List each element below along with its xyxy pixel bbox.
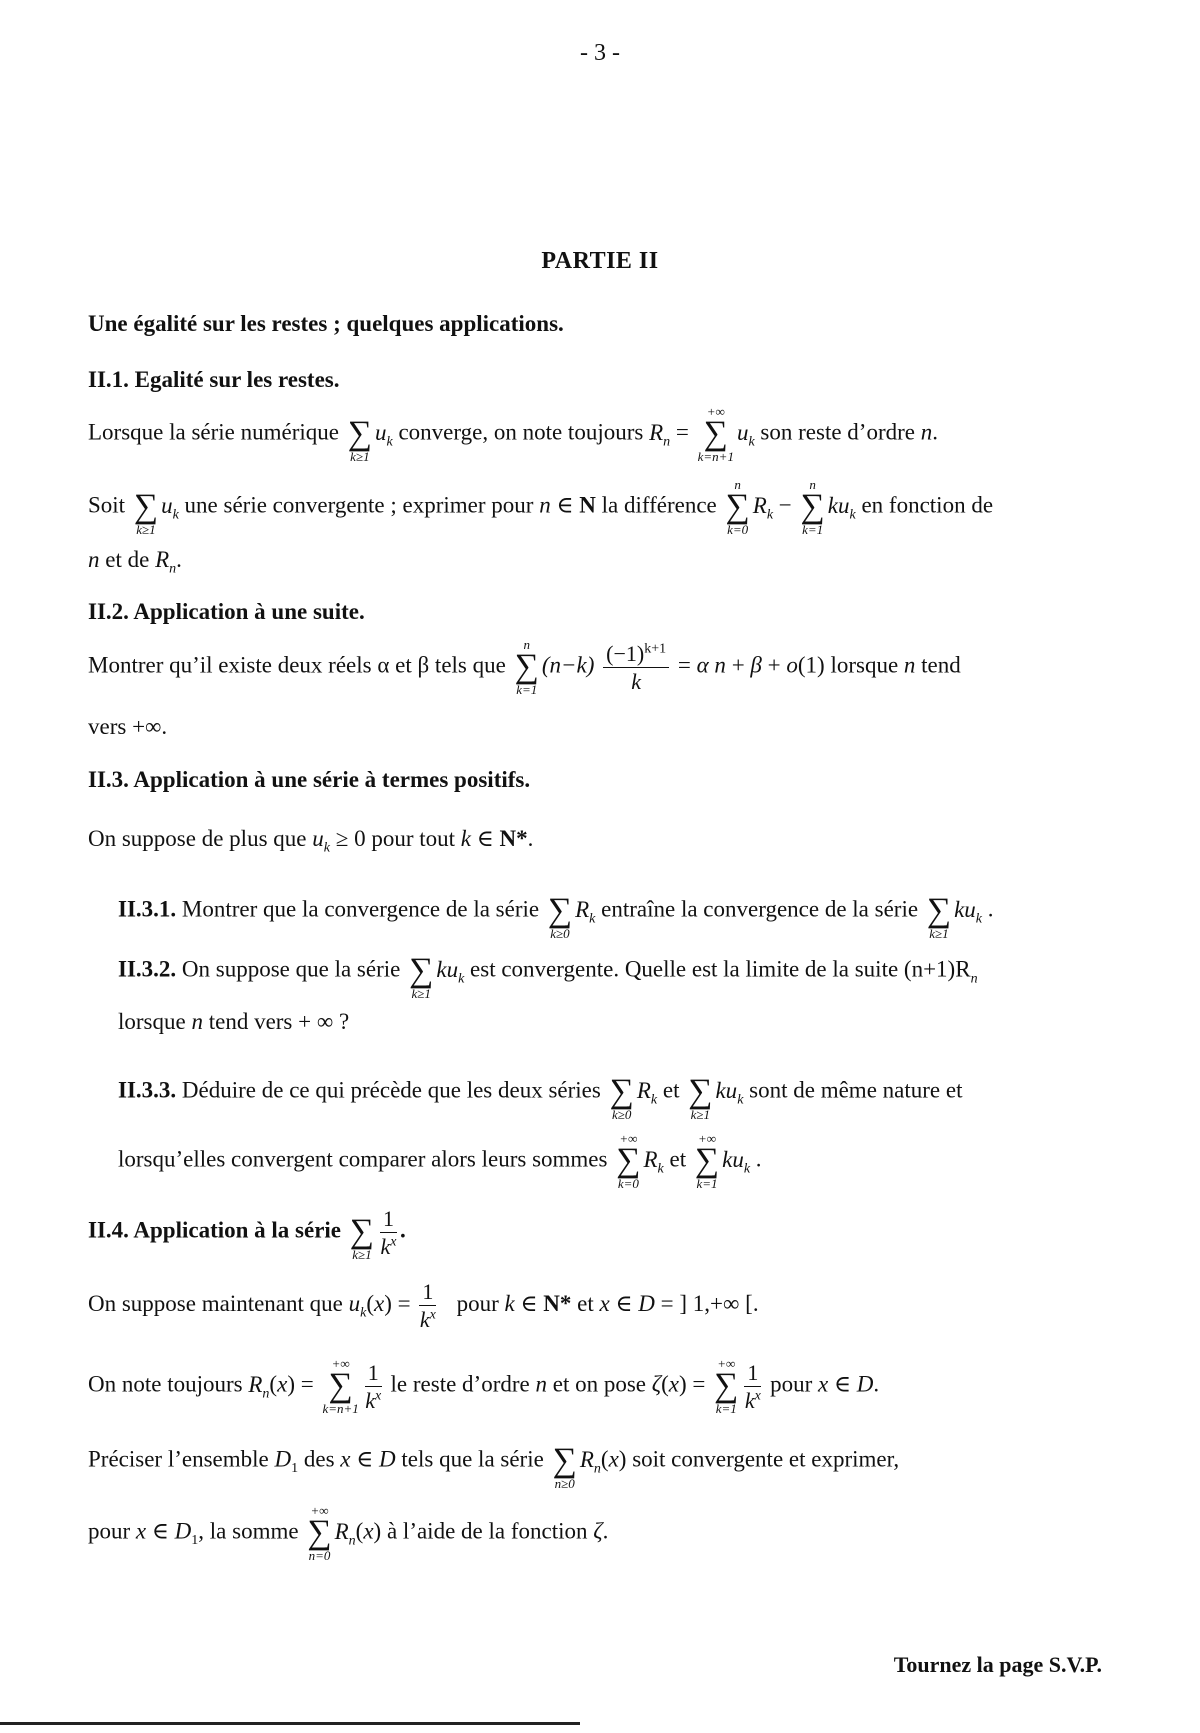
II1-paragraph-2: Soit ∑ k≥1 $u_k$ une série convergente ; exprimer pour n ∈ N la différence n ∑ k=0 $R_k$ − n ∑ k=1 $ku_k$ en fonction de	[88, 477, 994, 537]
partie-title: PARTIE II	[541, 248, 659, 274]
bottom-rule	[0, 1722, 580, 1725]
II1-paragraph-3: n et de $R_n$.	[88, 547, 182, 577]
footer-turn-page: Tournez la page S.V.P.	[893, 1652, 1102, 1677]
II4-paragraph-2: On note toujours $R_n(x)$ = +∞ ∑ k=n+1 $\frac{1}{k^x}$ le reste d’ordre n et on pose ζ(x) = +∞ ∑ k=1 $\frac{1}{k^x}$ pour x ∈ D.	[88, 1356, 880, 1416]
heading-II3: II.3. Application à une série à termes positifs.	[88, 767, 531, 792]
II4-paragraph-3: Préciser l’ensemble $D_1$ des x ∈ D tels que la série ∑ n≥0 $R_n(x)$ soit convergente et exprimer,	[88, 1442, 900, 1491]
question-II32-cont: lorsque n tend vers + ∞ ?	[118, 1009, 350, 1034]
heading-II1: II.1. Egalité sur les restes.	[88, 367, 340, 392]
II4-paragraph-4: pour x ∈ $D_1$, la somme +∞ ∑ n=0 $R_n(x)$ à l’aide de la fonction ζ.	[88, 1503, 609, 1563]
II4-paragraph-1: On suppose maintenant que $u_k(x)$ = $\frac{1}{k^x}$ pour k ∈ N* et x ∈ D = ] 1,+∞ [.	[88, 1279, 759, 1333]
heading-II2: II.2. Application à une suite.	[88, 599, 365, 624]
II3-intro: On suppose de plus que $u_k \ge 0$ pour tout k ∈ N*.	[88, 826, 534, 856]
II2-paragraph-1: Montrer qu’il existe deux réels α et β tels que n ∑ k=1 (n−k) $\frac{(-1)^{k+1}}{k}$ = α n + β + o(1) lorsque n tend	[88, 637, 961, 697]
question-II33-cont: lorsqu’elles convergent comparer alors leurs sommes +∞ ∑ k=0 $R_k$ et +∞ ∑ k=1 $ku_k$ .	[118, 1131, 762, 1191]
section-title: Une égalité sur les restes ; quelques applications.	[88, 311, 564, 336]
question-II33: II.3.3. Déduire de ce qui précède que les deux séries ∑ k≥0 $R_k$ et ∑ k≥1 $ku_k$ sont de même nature et	[118, 1073, 963, 1122]
II2-paragraph-2: vers +∞.	[88, 714, 168, 739]
question-II31: II.3.1. Montrer que la convergence de la série ∑ k≥0 $R_k$ entraîne la convergence de la série ∑ k≥1 $ku_k$ .	[118, 892, 994, 941]
page-number: - 3 -	[580, 40, 620, 66]
heading-II4: II.4. Application à la série ∑ k≥1 $\frac{1}{k^x}$ .	[88, 1205, 406, 1262]
II1-paragraph-1: Lorsque la série numérique ∑ k≥1 $u_k$ converge, on note toujours $R_n$ = +∞ ∑ k=n+1 $u_k$ son reste d’ordre n.	[88, 404, 938, 464]
question-II32: II.3.2. On suppose que la série ∑ k≥1 $ku_k$ est convergente. Quelle est la limite de la suite $(n+1)R_n$	[118, 952, 978, 1001]
